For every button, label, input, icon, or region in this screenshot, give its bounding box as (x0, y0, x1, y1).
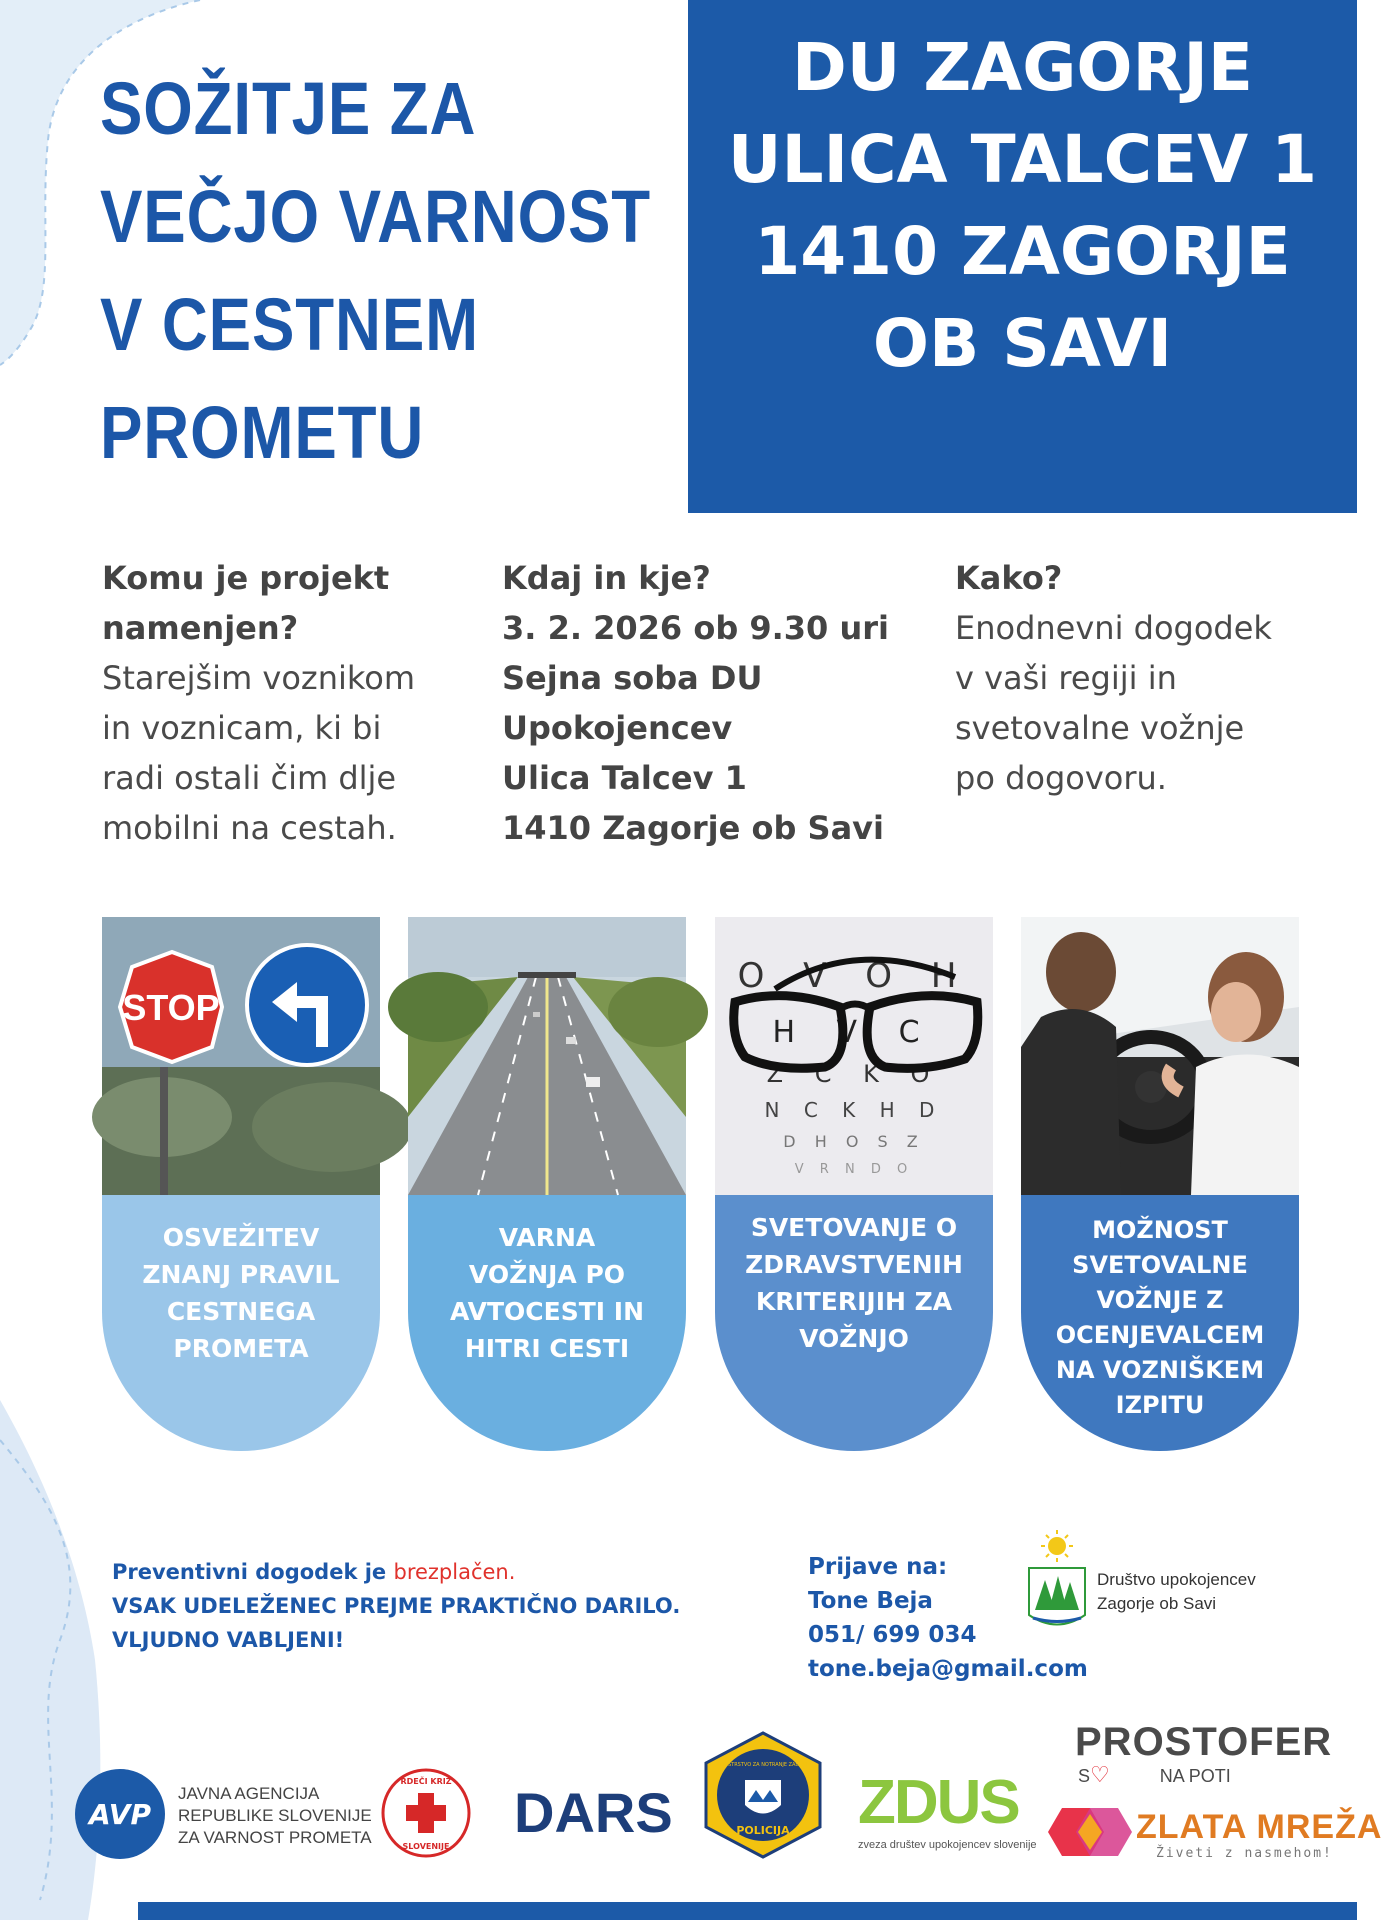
card-line: NA VOZNIŠKEM (1055, 1356, 1265, 1384)
card-line: VOŽNJE Z (1096, 1286, 1224, 1314)
column-heading: namenjen? (102, 609, 299, 647)
column-text: po dogovoru. (955, 759, 1167, 797)
logo-text-line: REPUBLIKE SLOVENIJE (178, 1806, 372, 1825)
logo-text-line: JAVNA AGENCIJA (178, 1784, 320, 1803)
event-notice (112, 1555, 680, 1657)
dars-logo: DARS (514, 1781, 673, 1844)
card-line: HITRI CESTI (464, 1334, 630, 1363)
contact-label: Prijave na: (808, 1554, 948, 1580)
eye-chart-row: V R N D O (794, 1162, 914, 1177)
topic-card-health (715, 917, 993, 1451)
red-cross-text: RDEČI KRIŽ (400, 1777, 452, 1786)
free-event-prefix: Preventivni dogodek je (112, 1560, 394, 1584)
card-line: VOŽNJA PO (468, 1260, 626, 1289)
police-badge-text: MINISTRSTVO ZA NOTRANJE ZADEVE (716, 1762, 810, 1768)
event-location: Sejna soba DU (502, 659, 763, 697)
address-box (688, 0, 1357, 513)
logo-text-line: Društvo upokojencev (1097, 1570, 1256, 1589)
event-location: Upokojencev (502, 709, 733, 747)
card-line: SVETOVALNE (1072, 1251, 1248, 1279)
eye-chart-row: O V O H (737, 956, 971, 996)
zlata-mreza-logo-icon (1048, 1804, 1132, 1860)
card-line: AVTOCESTI IN (449, 1297, 645, 1326)
card-line: IZPITU (1115, 1391, 1205, 1419)
heart-icon: ♡ (1090, 1762, 1110, 1787)
zlata-mreza-logo: ZLATA MREŽA (1136, 1808, 1382, 1846)
title-line: PROMETU (100, 391, 425, 474)
avp-logo-text (178, 1783, 372, 1849)
card-line: OCENJEVALCEM (1055, 1321, 1265, 1349)
topic-card-highway (408, 917, 686, 1451)
address-line: ULICA TALCEV 1 (727, 121, 1318, 198)
address-line: DU ZAGORJE (791, 29, 1254, 106)
column-komu (102, 553, 415, 853)
eye-chart-row: D H O S Z (783, 1132, 925, 1151)
eye-chart-row: Z C K O (766, 1060, 942, 1088)
zdus-logo-subtitle: zveza društev upokojencev slovenije (858, 1839, 1037, 1851)
column-kako (955, 553, 1272, 803)
column-heading: Kako? (955, 559, 1063, 597)
card-line: ZDRAVSTVENIH (745, 1250, 963, 1279)
footer-bar (138, 1902, 1357, 1920)
column-heading: Komu je projekt (102, 559, 390, 597)
red-cross-logo-icon (380, 1767, 472, 1859)
contact-name: Tone Beja (808, 1588, 933, 1614)
column-text: in voznicam, ki bi (102, 709, 382, 747)
logo-text-line: Zagorje ob Savi (1097, 1594, 1217, 1613)
police-badge-label: POLICIJA (736, 1824, 790, 1837)
card-line: PROMETA (173, 1334, 309, 1363)
title-line: V CESTNEM (100, 283, 480, 366)
free-event-highlight: brezplačen. (393, 1560, 516, 1584)
logo-text-line: ZA VARNOST PROMETA (178, 1828, 372, 1847)
title-line: SOŽITJE ZA (100, 67, 477, 150)
zlata-mreza-tagline: Živeti z nasmehom! (1156, 1846, 1333, 1861)
prostofer-logo-subtitle (1078, 1762, 1231, 1788)
column-text: Starejšim voznikom (102, 659, 416, 697)
event-location: 1410 Zagorje ob Savi (502, 809, 884, 847)
topic-card-driving-test (1021, 917, 1299, 1451)
eye-chart-photo (715, 917, 993, 1195)
invitation-line: VLJUDNO VABLJENI! (112, 1628, 345, 1652)
title-line: VEČJO VARNOST (100, 175, 652, 258)
road-signs-photo (102, 917, 380, 1195)
address-line: 1410 ZAGORJE (754, 213, 1291, 290)
card-line: SVETOVANJE O (750, 1213, 958, 1242)
column-text: radi ostali čim dlje (102, 759, 397, 797)
prostofer-sub-prefix: S (1078, 1766, 1091, 1786)
car-interior-photo (1021, 917, 1299, 1195)
card-line: ZNANJ PRAVIL (142, 1260, 340, 1289)
du-zagorje-logo-text (1097, 1568, 1256, 1616)
eye-chart-row: N C K H D (764, 1098, 944, 1122)
card-line: MOŽNOST (1092, 1216, 1228, 1244)
card-line: KRITERIJIH ZA (755, 1287, 953, 1316)
eye-chart-row: H V C (772, 1015, 936, 1050)
card-line: OSVEŽITEV (162, 1223, 320, 1252)
column-text: svetovalne vožnje (955, 709, 1245, 747)
red-cross-text: SLOVENIJE (402, 1842, 450, 1851)
police-badge-icon (700, 1730, 826, 1860)
column-text: Enodnevni dogodek (955, 609, 1272, 647)
zdus-logo: ZDUS (858, 1768, 1019, 1837)
column-kdaj (502, 553, 889, 853)
event-location: Ulica Talcev 1 (502, 759, 747, 797)
contact-phone: 051/ 699 034 (808, 1622, 977, 1648)
page-title (100, 55, 652, 487)
event-date: 3. 2. 2026 ob 9.30 uri (502, 609, 889, 647)
stop-sign-text: STOP (122, 987, 220, 1028)
column-text: v vaši regiji in (955, 659, 1177, 697)
column-heading: Kdaj in kje? (502, 559, 711, 597)
avp-logo-icon (74, 1768, 166, 1860)
avp-logo-mark: AVP (89, 1798, 151, 1831)
highway-photo (408, 917, 686, 1195)
prostofer-sub-suffix: NA POTI (1159, 1766, 1231, 1786)
card-line: VOŽNJO (799, 1324, 909, 1353)
free-event-line (112, 1555, 680, 1589)
gift-line: VSAK UDELEŽENEC PREJME PRAKTIČNO DARILO. (112, 1594, 681, 1618)
card-line: VARNA (498, 1223, 596, 1252)
topic-card-rules (102, 917, 380, 1451)
column-text: mobilni na cestah. (102, 809, 397, 847)
address-line: OB SAVI (872, 305, 1173, 382)
contact-email[interactable]: tone.beja@gmail.com (808, 1656, 1088, 1682)
card-line: CESTNEGA (166, 1297, 316, 1326)
du-zagorje-logo-icon (1025, 1530, 1089, 1634)
prostofer-logo: PROSTOFER (1075, 1720, 1333, 1764)
